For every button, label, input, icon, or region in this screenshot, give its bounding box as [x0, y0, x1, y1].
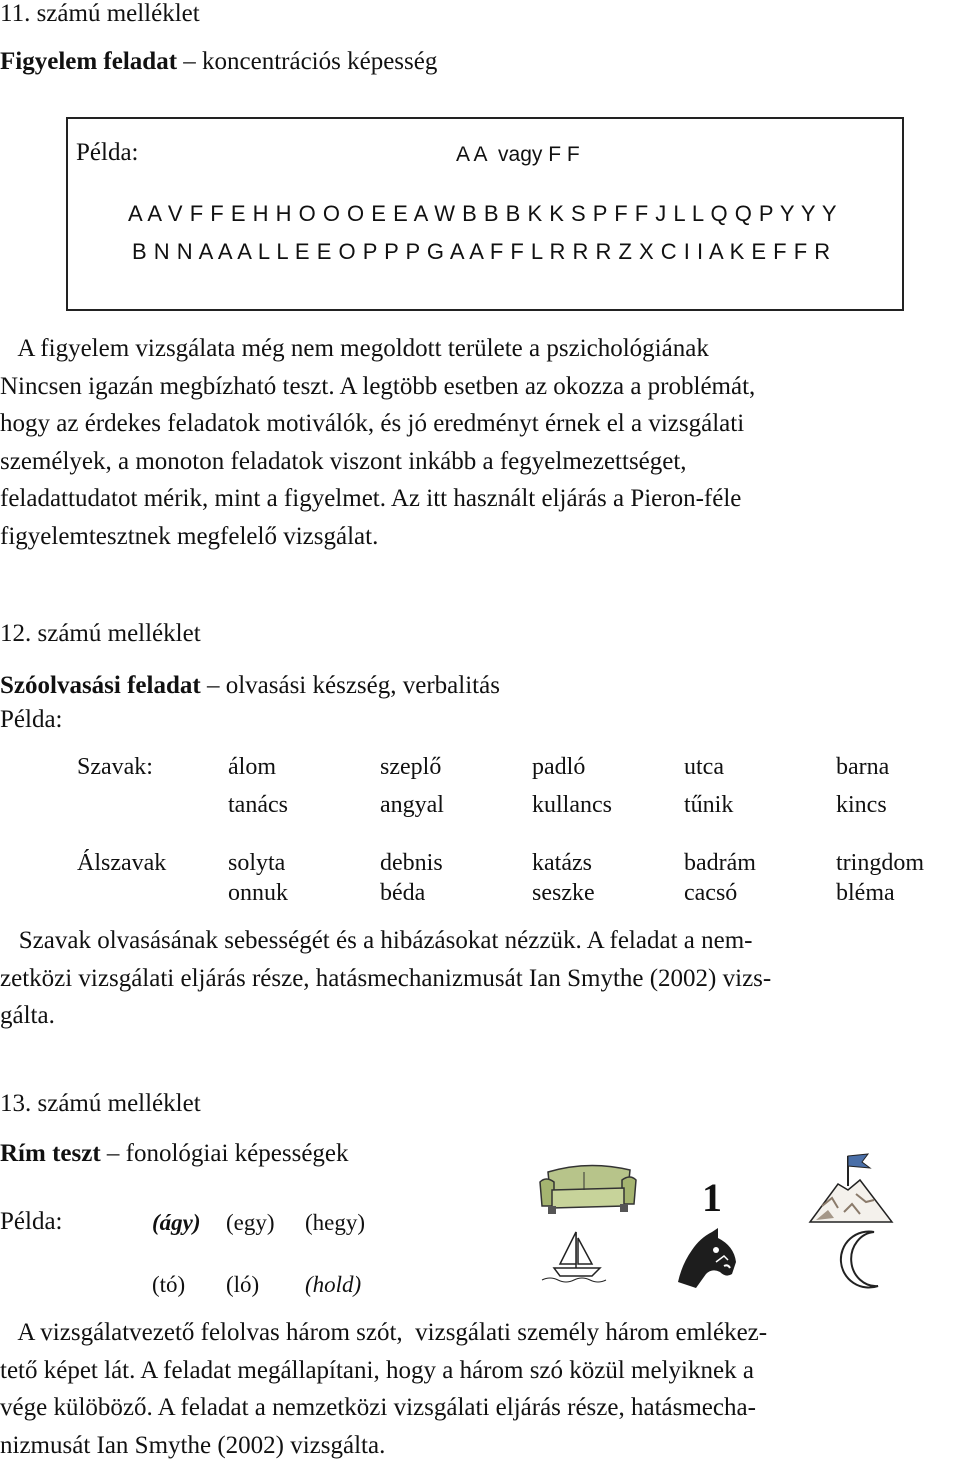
rhyme-word: (egy)	[226, 1210, 275, 1236]
section-13-title-rest: – fonológiai képességek	[101, 1140, 349, 1167]
word-cell: álom	[228, 754, 276, 781]
crescent-moon-icon	[830, 1228, 884, 1290]
section-12-paragraph	[0, 922, 960, 1035]
paragraph-line: feladattudatot mérik, mint a figyelmet. Az itt használt eljárás a Pieron-féle	[0, 480, 960, 518]
section-12-title	[0, 672, 500, 700]
letter-row-1: A A V F F E H H O O O E E A W B B B K K S P F F J L L Q Q P Y Y Y	[128, 201, 837, 227]
pseudoword-cell: onnuk	[228, 880, 288, 907]
section-12-title-bold: Szóolvasási feladat	[0, 672, 201, 699]
section-13-paragraph	[0, 1314, 960, 1464]
section-13-title	[0, 1140, 349, 1168]
sofa-icon	[538, 1160, 638, 1218]
section-11-paragraph	[0, 330, 960, 555]
pseudoword-cell: cacsó	[684, 880, 737, 907]
rhyme-word: (hegy)	[305, 1210, 365, 1236]
example-label: Példa:	[76, 139, 139, 167]
word-cell: kullancs	[532, 792, 612, 819]
section-11-title-bold: Figyelem feladat	[0, 48, 177, 75]
paragraph-line: Nincsen igazán megbízható teszt. A legtöbb esetben az okozza a problémát,	[0, 368, 960, 406]
picture-number: 1	[702, 1174, 722, 1221]
pseudoword-cell: badrám	[684, 850, 756, 877]
example-value: A A vagy F F	[456, 143, 580, 167]
pseudoword-cell: solyta	[228, 850, 285, 877]
section-11-title-rest: – koncentrációs képesség	[177, 48, 437, 75]
paragraph-line: A vizsgálatvezető felolvas három szót, vizsgálati személy három emlékez-	[0, 1314, 960, 1352]
word-cell: kincs	[836, 792, 887, 819]
pseudowords-label: Álszavak	[77, 850, 166, 877]
pseudoword-cell: bléma	[836, 880, 895, 907]
pseudoword-cell: seszke	[532, 880, 595, 907]
paragraph-line: nizmusát Ian Smythe (2002) vizsgálta.	[0, 1427, 960, 1464]
word-cell: tűnik	[684, 792, 733, 819]
pseudoword-cell: debnis	[380, 850, 443, 877]
paragraph-line: vége külöböző. A feladat a nemzetközi vizsgálati eljárás része, hatásmecha-	[0, 1389, 960, 1427]
word-cell: angyal	[380, 792, 444, 819]
rhyme-word-target: (hold)	[305, 1272, 361, 1298]
section-13-title-bold: Rím teszt	[0, 1140, 101, 1167]
rhyme-word-target: (ágy)	[152, 1210, 201, 1236]
word-cell: tanács	[228, 792, 288, 819]
section-13-example-label: Példa:	[0, 1208, 63, 1236]
section-12-title-rest: – olvasási készség, verbalitás	[201, 672, 500, 699]
paragraph-line: gálta.	[0, 997, 960, 1035]
letter-row-2: B N N A A A L L E E O P P P G A A F F L R R R Z X C I I A K E F F R	[132, 239, 831, 265]
word-cell: padló	[532, 754, 585, 781]
mountain-flag-icon	[808, 1150, 894, 1224]
horse-head-icon	[672, 1228, 740, 1290]
word-cell: szeplő	[380, 754, 441, 781]
paragraph-line: személyek, a monoton feladatok viszont inkább a fegyelmezettséget,	[0, 443, 960, 481]
section-13-heading: 13. számú melléklet	[0, 1090, 201, 1118]
word-cell: utca	[684, 754, 724, 781]
section-12-example-label: Példa:	[0, 706, 63, 734]
pseudoword-cell: tringdom	[836, 850, 924, 877]
paragraph-line: figyelemtesztnek megfelelő vizsgálat.	[0, 518, 960, 556]
rhyme-word: (ló)	[226, 1272, 259, 1298]
words-label: Szavak:	[77, 754, 153, 781]
pseudoword-cell: béda	[380, 880, 425, 907]
word-cell: barna	[836, 754, 889, 781]
paragraph-line: zetközi vizsgálati eljárás része, hatásmechanizmusát Ian Smythe (2002) vizs-	[0, 960, 960, 998]
paragraph-line: hogy az érdekes feladatok motiválók, és jó eredményt érnek el a vizsgálati	[0, 405, 960, 443]
paragraph-line: tető képet lát. A feladat megállapítani, hogy a három szó közül melyiknek a	[0, 1352, 960, 1390]
section-11-heading: 11. számú melléklet	[0, 0, 200, 28]
paragraph-line: A figyelem vizsgálata még nem megoldott területe a pszichológiának	[0, 330, 960, 368]
section-11-title	[0, 48, 437, 76]
paragraph-line: Szavak olvasásának sebességét és a hibázásokat nézzük. A feladat a nem-	[0, 922, 960, 960]
pseudoword-cell: katázs	[532, 850, 592, 877]
rhyme-word: (tó)	[152, 1272, 185, 1298]
attention-test-box	[66, 117, 904, 311]
section-12-heading: 12. számú melléklet	[0, 620, 201, 648]
sailboat-icon	[538, 1228, 618, 1284]
